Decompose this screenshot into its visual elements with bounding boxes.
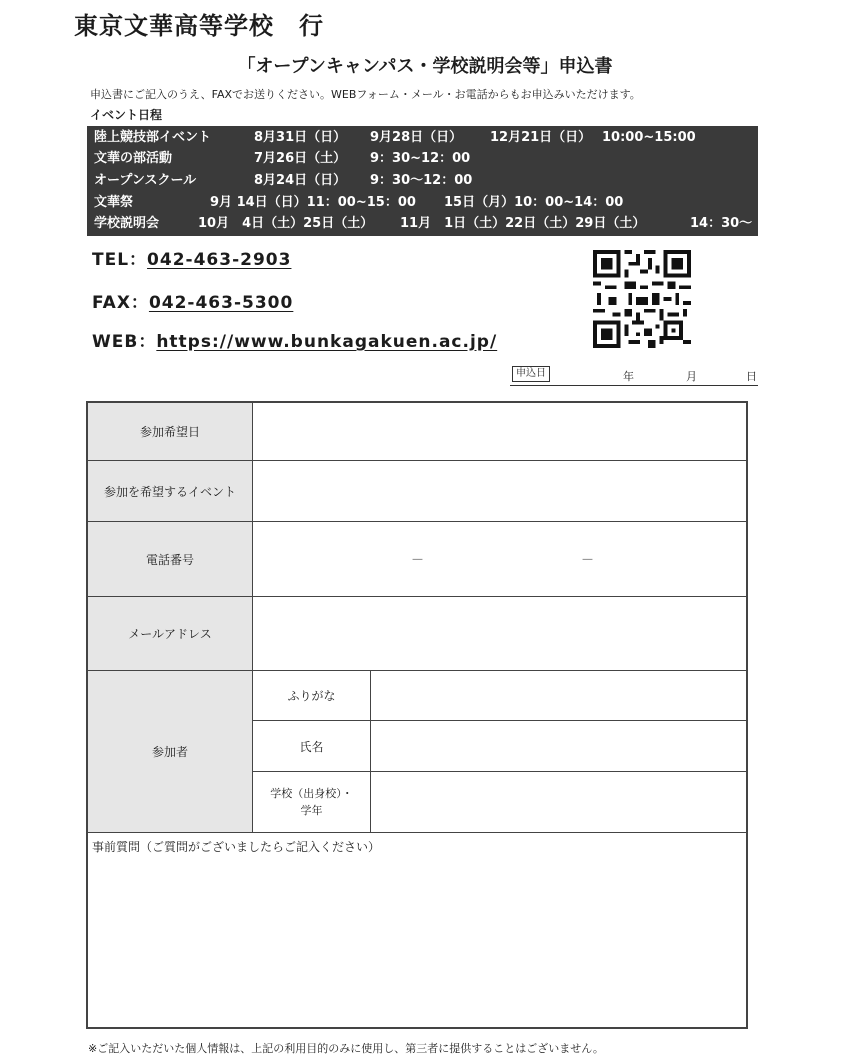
instructions: 申込書にご記入のうえ、FAXでお送りください。WEBフォーム・メール・お電話からもお申込みいただけます。 <box>90 88 641 101</box>
event-date: 7月26日（土） <box>254 151 347 166</box>
tel-line <box>92 245 291 270</box>
privacy-footnote: ※ご記入いただいた個人情報は、上記の利用目的のみに使用し、第三者に提供することはございません。 <box>88 1042 604 1055</box>
day-unit: 日 <box>746 370 757 383</box>
application-date-field[interactable] <box>510 366 758 386</box>
year-unit: 年 <box>623 370 634 383</box>
event-date: 8月31日（日） <box>254 130 347 145</box>
name-field[interactable] <box>371 721 748 771</box>
divider <box>252 403 253 832</box>
addressee: 東京文華高等学校 行 <box>74 12 324 40</box>
event-time: 9：30~12：00 <box>370 151 471 166</box>
school-grade-field[interactable] <box>371 772 748 832</box>
event-date: 10月 4日（土）25日（土） <box>198 216 374 231</box>
questions-field[interactable] <box>88 855 748 1027</box>
event-schedule <box>87 126 758 236</box>
school-label: 学校（出身校）・ <box>270 787 353 800</box>
web-link[interactable]: https://www.bunkagakuen.ac.jp/ <box>156 332 498 352</box>
school-grade-label <box>253 772 370 832</box>
divider <box>88 670 748 671</box>
event-date: 9月28日（日） <box>370 130 463 145</box>
event-name: オープンスクール <box>94 173 197 188</box>
furigana-field[interactable] <box>371 671 748 720</box>
form-title: 「オープンキャンパス・学校説明会等」申込書 <box>237 56 613 77</box>
divider <box>370 670 371 832</box>
divider <box>88 460 748 461</box>
application-date-badge: 申込日 <box>512 366 550 382</box>
questions-label: 事前質問（ご質問がございましたらご記入ください） <box>92 840 381 854</box>
name-label: 氏名 <box>299 739 324 754</box>
event-time: 10:00~15:00 <box>602 130 696 145</box>
qr-code-icon[interactable] <box>593 250 691 348</box>
divider <box>88 832 748 833</box>
phone-separator: － <box>581 553 595 568</box>
event-date: 15日（月）10：00~14：00 <box>444 195 624 210</box>
fax-line <box>92 288 293 313</box>
desired-date-field[interactable] <box>253 403 748 460</box>
event-date: 12月21日（日） <box>490 130 592 145</box>
web-label: WEB： <box>92 332 157 352</box>
web-line <box>92 327 497 352</box>
event-date: 11月 1日（土）22日（土）29日（土） <box>400 216 646 231</box>
event-name: 文華祭 <box>94 195 134 210</box>
divider <box>252 771 748 772</box>
furigana-label: ふりがな <box>287 689 336 703</box>
email-field[interactable] <box>253 597 748 670</box>
email-label: メールアドレス <box>88 597 252 670</box>
phone-label: 電話番号 <box>88 522 252 596</box>
event-date: 9月 14日（日）11：00~15：00 <box>210 195 416 210</box>
event-name: 学校説明会 <box>94 216 160 231</box>
desired-event-label: 参加を希望するイベント <box>88 461 252 521</box>
event-name: 文華の部活動 <box>94 151 173 166</box>
desired-date-label: 参加希望日 <box>88 403 252 460</box>
event-name: 陸上競技部イベント <box>94 130 212 145</box>
event-date: 8月24日（日） <box>254 173 347 188</box>
divider <box>88 596 748 597</box>
schedule-heading: イベント日程 <box>90 108 163 122</box>
month-unit: 月 <box>686 370 697 383</box>
tel-label: TEL： <box>92 250 148 270</box>
event-time: 9：30〜12：00 <box>370 173 473 188</box>
divider <box>88 521 748 522</box>
fax-number[interactable]: 042-463-5300 <box>148 293 294 313</box>
participant-label: 参加者 <box>88 671 252 832</box>
tel-number[interactable]: 042-463-2903 <box>147 250 292 270</box>
application-form <box>86 401 748 1029</box>
phone-field[interactable] <box>253 522 748 596</box>
event-time: 14：30〜 <box>690 216 753 231</box>
desired-event-field[interactable] <box>253 461 748 521</box>
divider <box>252 720 748 721</box>
fax-label: FAX： <box>92 293 149 313</box>
phone-separator: － <box>411 553 425 568</box>
grade-label: 学年 <box>300 804 323 817</box>
